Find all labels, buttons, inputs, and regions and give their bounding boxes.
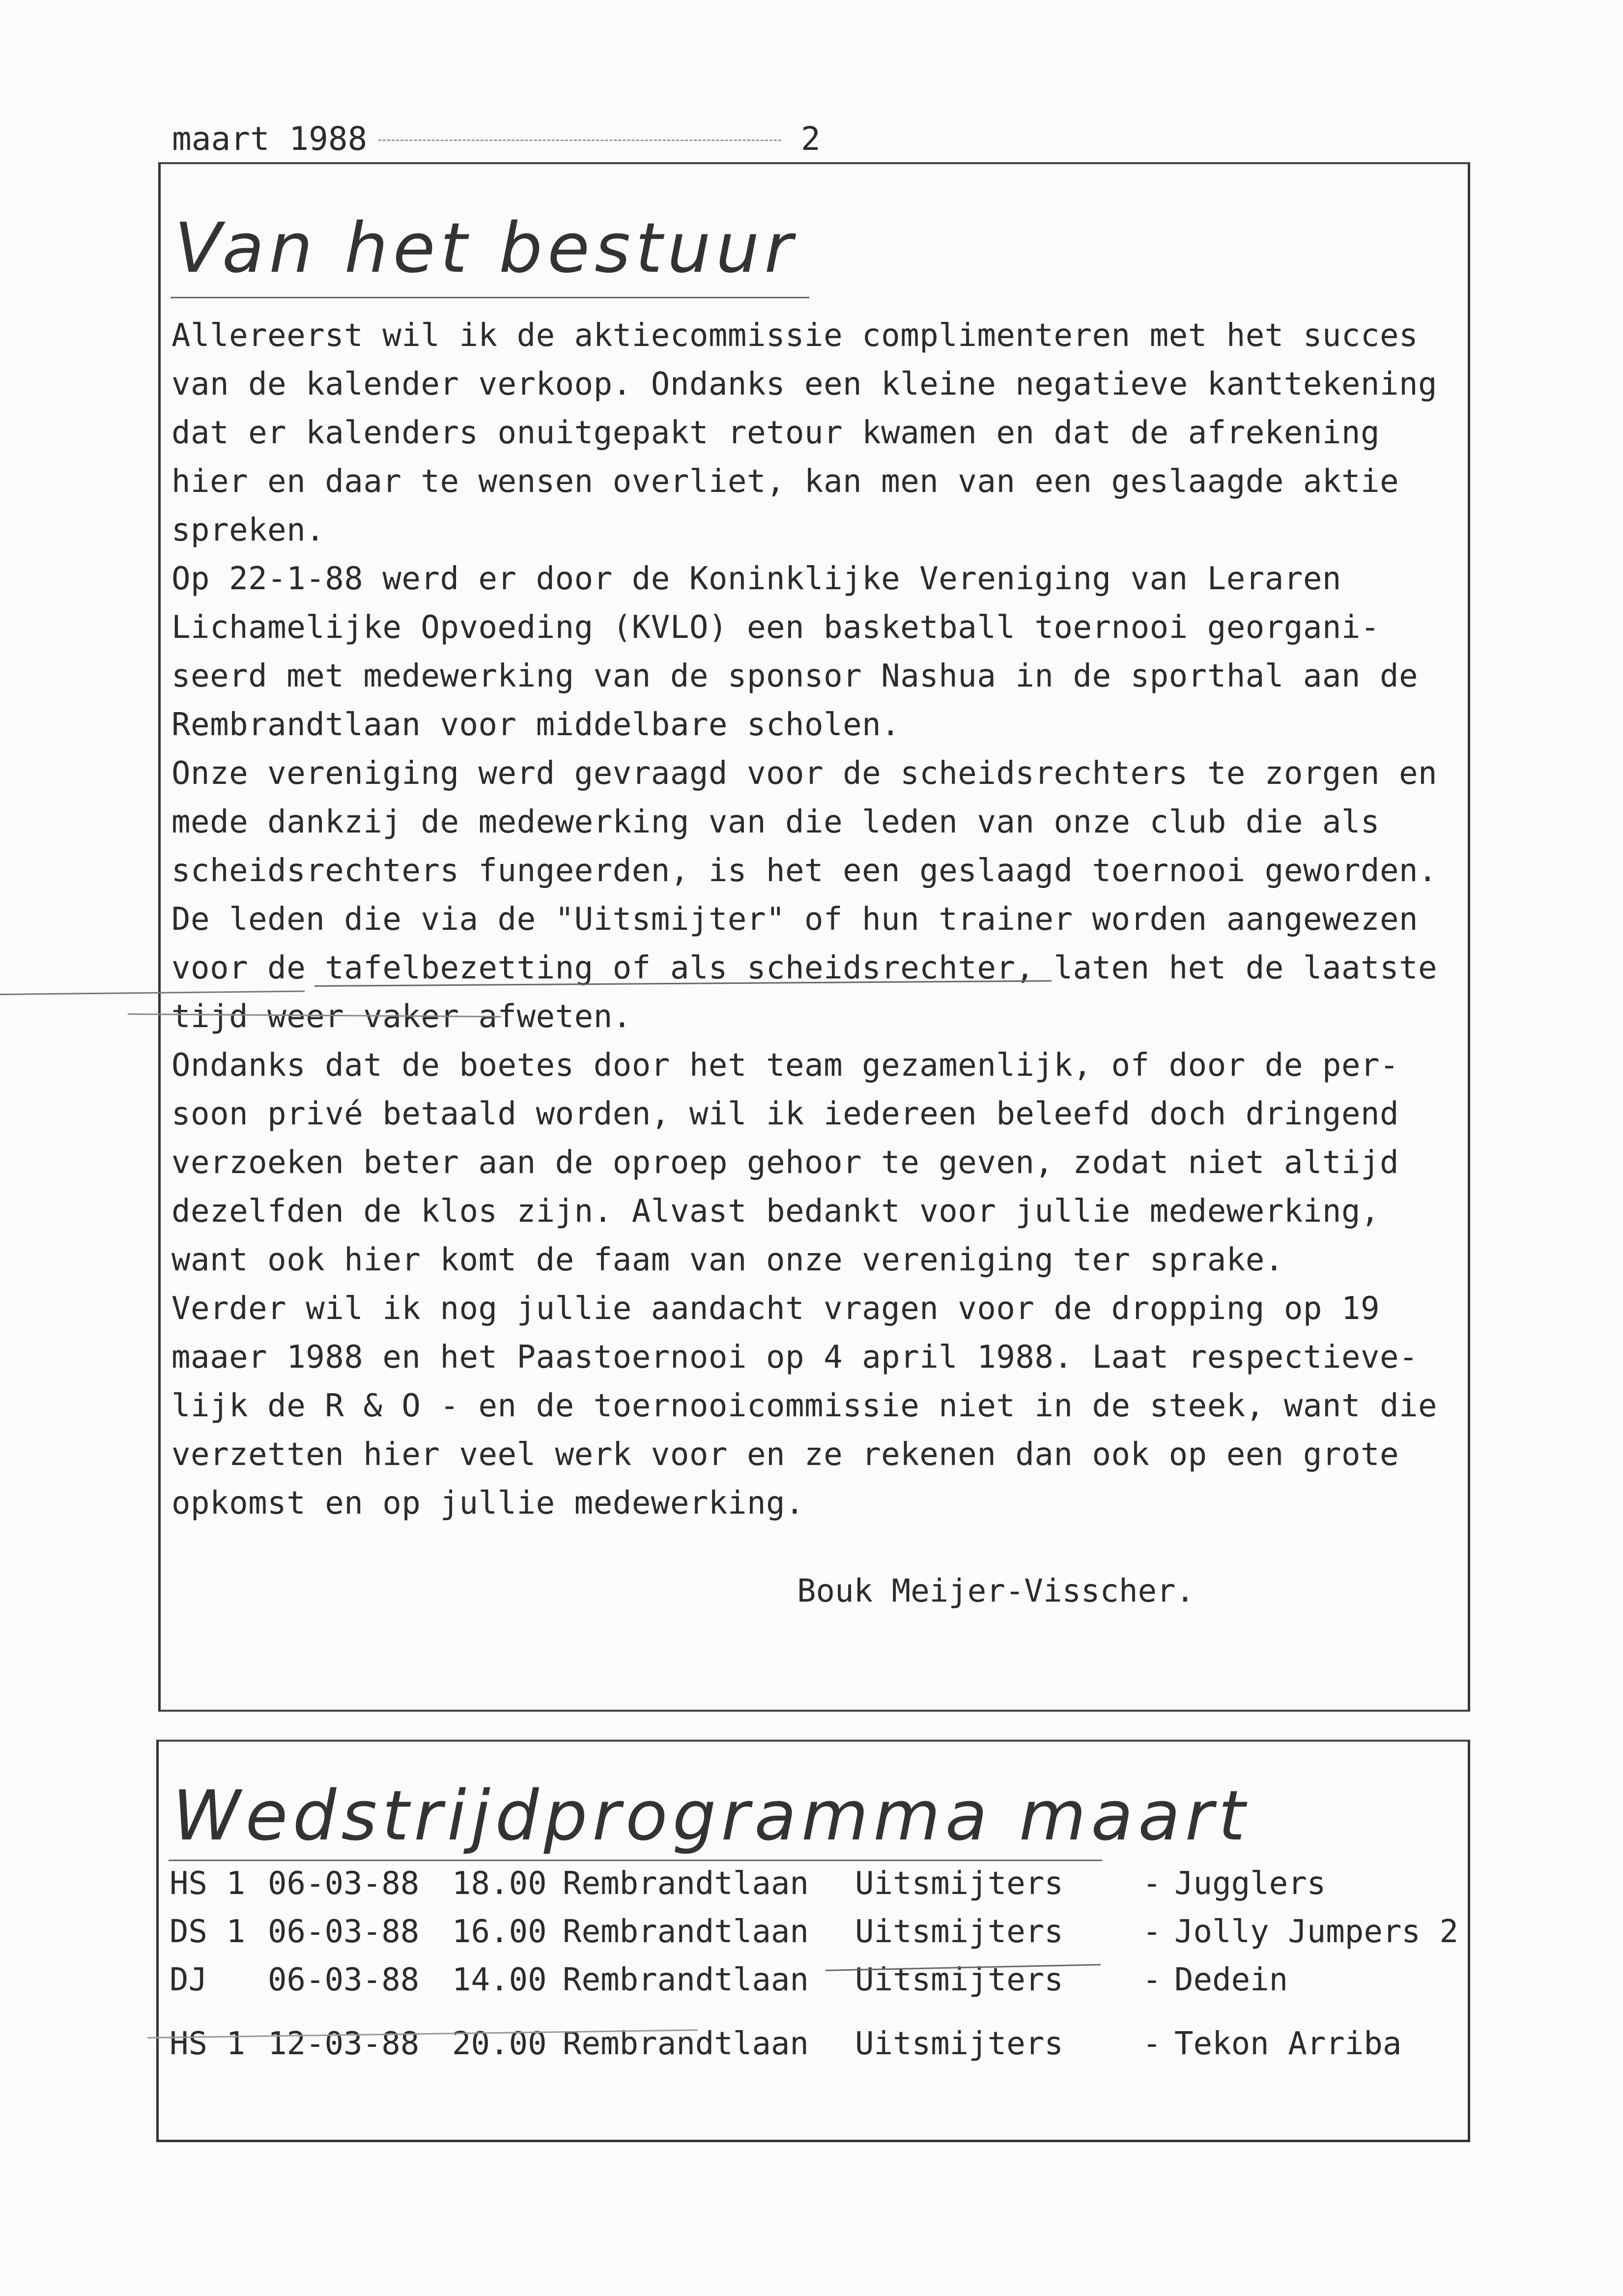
text-line: tijd weer vaker afweten. [171,999,632,1035]
text-line: Rembrandtlaan voor middelbare scholen. [171,707,901,743]
match-team: DS 1 [170,1914,246,1950]
text-line: Op 22-1-88 werd er door de Koninklijke Vereniging van Leraren [171,561,1341,597]
header-date: maart 1988 [172,120,368,158]
match-home: Uitsmijters [855,2026,1063,2062]
match-away: Jugglers [1174,1866,1326,1902]
text-line: hier en daar te wensen overliet, kan men van een geslaagde aktie [171,463,1399,500]
match-team: HS 1 [170,2026,246,2062]
page-header [172,117,1459,161]
text-line: Allereerst wil ik de aktiecommissie complimenteren met het succes [171,317,1419,354]
board-message-text [171,312,1459,1528]
text-line: De leden die via de "Uitsmijter" of hun trainer worden aangewezen [171,901,1419,938]
match-date: 06-03-88 [268,1914,420,1950]
text-line: Verder wil ik nog jullie aandacht vragen voor de dropping op 19 [171,1291,1380,1327]
match-time: 20.00 [452,2026,547,2062]
text-line: want ook hier komt de faam van onze vereniging ter sprake. [171,1242,1284,1278]
match-table [170,1860,1467,2068]
text-line: seerd met medewerking van de sponsor Nashua in de sporthal aan de [171,658,1419,694]
match-home: Uitsmijters [855,1914,1063,1950]
match-date: 06-03-88 [268,1962,420,1998]
text-line: scheidsrechters fungeerden, is het een geslaagd toernooi geworden. [171,853,1438,889]
match-separator: - [1142,1962,1162,1998]
text-line: dezelfden de klos zijn. Alvast bedankt voor jullie medewerking, [171,1193,1380,1230]
text-line: voor de tafelbezetting of als scheidsrechter, laten het de laatste [171,950,1438,986]
section-title-bestuur: Van het bestuur [174,208,797,288]
text-line: van de kalender verkoop. Ondanks een kleine negatieve kanttekening [171,366,1438,402]
match-program-box [156,1740,1470,2142]
match-separator: - [1142,2026,1162,2062]
match-date: 06-03-88 [268,1866,420,1902]
match-home: Uitsmijters [855,1866,1063,1902]
match-team: HS 1 [170,1866,246,1902]
match-venue: Rembrandtlaan [563,1866,809,1902]
match-separator: - [1142,1914,1162,1950]
match-row [170,2020,1467,2068]
match-date: 12-03-88 [268,2026,420,2062]
page-number: 2 [801,120,821,158]
text-line: spreken. [171,512,325,548]
text-line: dat er kalenders onuitgepakt retour kwamen en dat de afrekening [171,415,1380,451]
match-away: Tekon Arriba [1174,2026,1402,2062]
match-away: Jolly Jumpers 2 [1174,1914,1458,1950]
match-home: Uitsmijters [855,1962,1063,1998]
text-line: maaer 1988 en het Paastoernooi op 4 april 1988. Laat respectieve- [171,1339,1419,1376]
signature: Bouk Meijer-Visscher. [797,1573,1195,1609]
header-divider [378,140,781,141]
match-venue: Rembrandtlaan [563,1962,809,1998]
text-line: Lichamelijke Opvoeding (KVLO) een basketball toernooi georgani- [171,609,1380,646]
text-line: Ondanks dat de boetes door het team gezamenlijk, of door de per- [171,1047,1399,1084]
match-time: 18.00 [452,1866,547,1902]
text-line: lijk de R & O - en de toernooicommissie niet in de steek, want die [171,1388,1438,1424]
text-line: soon privé betaald worden, wil ik iedereen beleefd doch dringend [171,1096,1399,1132]
text-line: verzoeken beter aan de oproep gehoor te geven, zodat niet altijd [171,1145,1399,1181]
match-row [170,1908,1467,1956]
board-message-box [158,162,1470,1712]
match-time: 14.00 [452,1962,547,1998]
match-venue: Rembrandtlaan [563,2026,809,2062]
text-line: mede dankzij de medewerking van die leden van onze club die als [171,804,1380,840]
text-line: Onze vereniging werd gevraagd voor de scheidsrechters te zorgen en [171,755,1438,792]
match-team: DJ [170,1962,208,1998]
match-venue: Rembrandtlaan [563,1914,809,1950]
match-time: 16.00 [452,1914,547,1950]
match-away: Dedein [1174,1962,1288,1998]
match-row [170,1956,1467,2004]
text-line: opkomst en op jullie medewerking. [171,1485,805,1521]
section-title-program: Wedstrijdprogramma maart [172,1776,1251,1856]
title-underline [171,297,809,298]
text-line: verzetten hier veel werk voor en ze rekenen dan ook op een grote [171,1436,1399,1473]
match-row [170,1860,1467,1908]
match-separator: - [1142,1866,1162,1902]
